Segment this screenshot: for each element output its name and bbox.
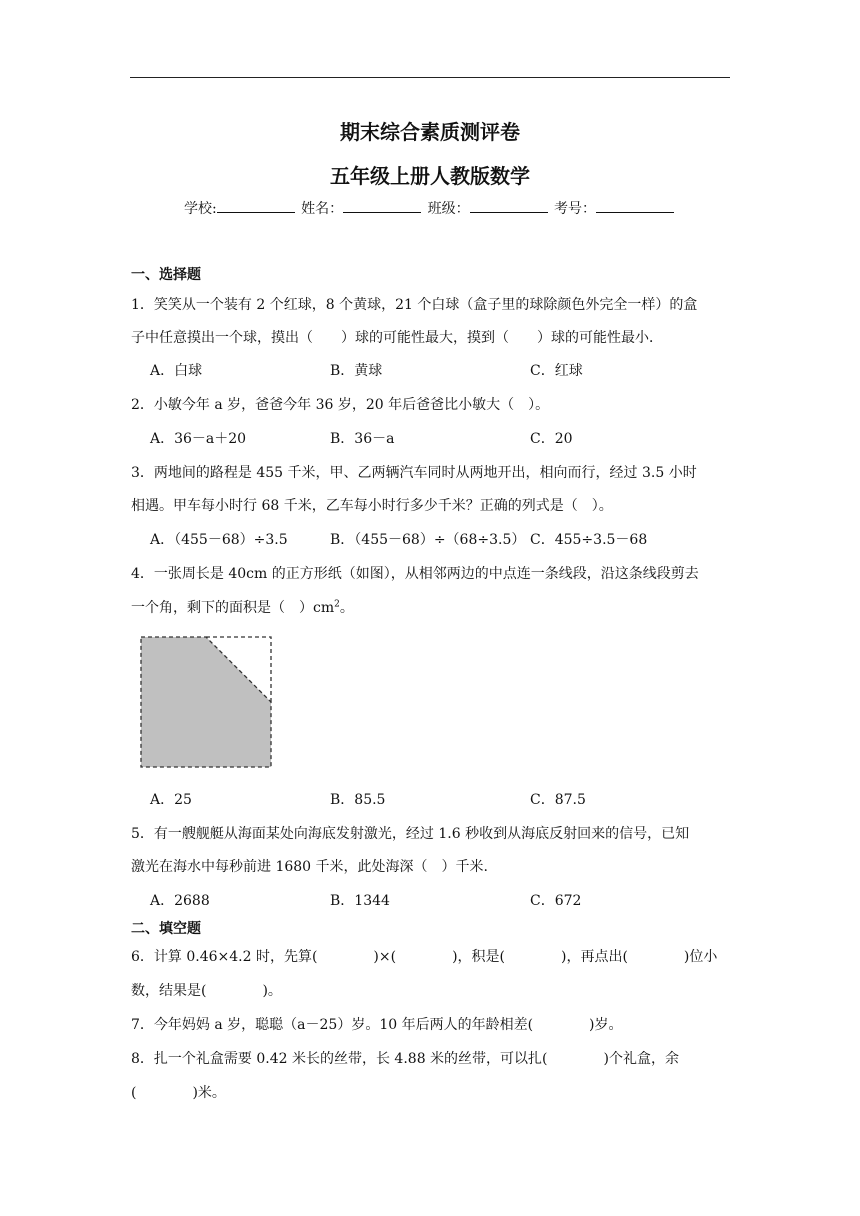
- name-blank[interactable]: [343, 200, 421, 213]
- q7-line1: 7．今年妈妈 a 岁，聪聪（a－25）岁。10 年后两人的年龄相差( )岁。: [131, 1017, 623, 1033]
- q1-line2: 子中任意摸出一个球，摸出（ ）球的可能性最大，摸到（ ）球的可能性最小．: [131, 330, 663, 346]
- school-blank[interactable]: [217, 200, 295, 213]
- q4-superscript: 2: [334, 599, 340, 610]
- exam-number-label: 考号：: [554, 201, 597, 217]
- q5-line1: 5．有一艘舰艇从海面某处向海底发射激光，经过 1.6 秒收到从海底反射回来的信号，已知: [131, 826, 690, 842]
- exam-subtitle: 五年级上册人教版数学: [330, 164, 530, 188]
- class-blank[interactable]: [470, 200, 548, 213]
- q4-option-b[interactable]: B．85.5: [330, 792, 386, 808]
- cut-square-figure: [140, 636, 272, 768]
- student-info-row: [0, 198, 860, 218]
- q2-line1: 2．小敏今年 a 岁，爸爸今年 36 岁，20 年后爸爸比小敏大（ ）。: [131, 397, 550, 413]
- q4-option-a[interactable]: A．25: [150, 792, 192, 808]
- school-label: 学校:: [183, 201, 217, 217]
- header-rule: [130, 77, 730, 78]
- q5-option-b[interactable]: B．1344: [330, 893, 390, 909]
- q2-option-a[interactable]: A．36－a＋20: [150, 431, 247, 447]
- remaining-area-shape: [141, 637, 271, 767]
- exam-number-blank[interactable]: [596, 200, 674, 213]
- q1-option-c[interactable]: C．红球: [530, 363, 583, 379]
- exam-title: 期末综合素质测评卷: [340, 120, 520, 144]
- q4-line1: 4．一张周长是 40cm 的正方形纸（如图），从相邻两边的中点连一条线段，沿这条线段剪去: [131, 566, 699, 582]
- q6-line1: 6．计算 0.46×4.2 时，先算( )×( )，积是( )，再点出( )位小: [131, 949, 718, 965]
- section-choice-heading: 一、选择题: [131, 267, 201, 283]
- q3-line2: 相遇。甲车每小时行 68 千米，乙车每小时行多少千米？正确的列式是（ ）。: [131, 498, 613, 514]
- q2-option-c[interactable]: C．20: [530, 431, 573, 447]
- q2-option-b[interactable]: B．36－a: [330, 431, 395, 447]
- name-label: 姓名：: [301, 201, 344, 217]
- q4-line2: [131, 597, 354, 617]
- q6-line2: 数，结果是( )。: [131, 983, 282, 999]
- q3-option-a[interactable]: A．（455－68）÷3.5: [150, 532, 288, 548]
- q5-line2: 激光在海水中每秒前进 1680 千米，此处海深（ ）千米.: [131, 859, 488, 875]
- q5-option-c[interactable]: C．672: [530, 893, 582, 909]
- q3-option-c[interactable]: C．455÷3.5－68: [530, 532, 648, 548]
- q3-option-b[interactable]: B．（455－68）÷（68÷3.5）: [330, 532, 526, 548]
- q8-line2: ( )米。: [131, 1085, 226, 1101]
- q8-line1: 8．扎一个礼盒需要 0.42 米长的丝带，长 4.88 米的丝带，可以扎( )个礼盒，余: [131, 1051, 679, 1067]
- q1-line1: 1．笑笑从一个装有 2 个红球，8 个黄球，21 个白球（盒子里的球除颜色外完全一样）的盒: [131, 297, 698, 313]
- section-fill-heading: 二、填空题: [131, 921, 201, 937]
- q5-option-a[interactable]: A．2688: [150, 893, 210, 909]
- q4-option-c[interactable]: C．87.5: [530, 792, 586, 808]
- q4-line2-text: 一个角，剩下的面积是（ ）cm: [131, 600, 335, 616]
- class-label: 班级：: [427, 201, 470, 217]
- q3-line1: 3．两地间的路程是 455 千米，甲、乙两辆汽车同时从两地开出，相向而行，经过 3.5 小时: [131, 465, 697, 481]
- q1-option-a[interactable]: A．白球: [150, 363, 203, 379]
- q1-option-b[interactable]: B．黄球: [330, 363, 383, 379]
- q4-line2-end: 。: [339, 600, 354, 616]
